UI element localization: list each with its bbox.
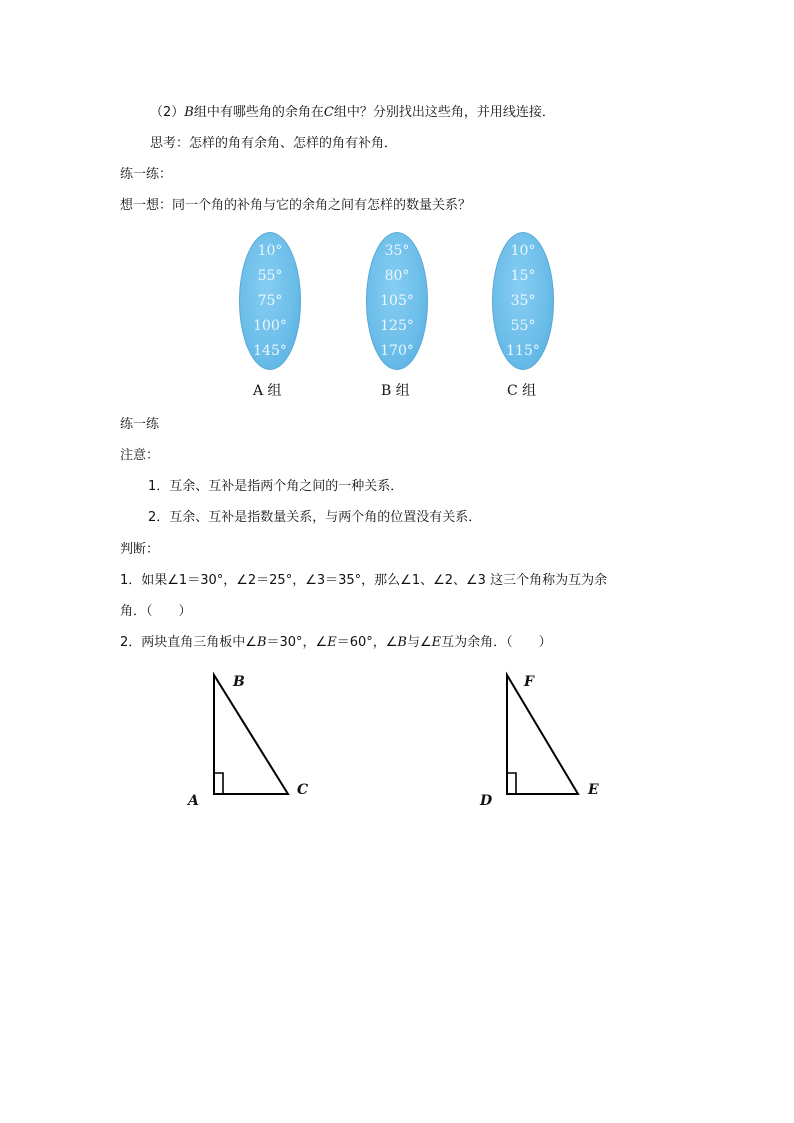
group-b-oval — [366, 232, 430, 370]
practice-heading-1: 练一练： — [120, 167, 173, 182]
oval-value: 35° — [510, 292, 536, 309]
note-1: 1．互余、互补是指两个角之间的一种关系． — [148, 479, 404, 494]
label-e: E — [588, 782, 599, 798]
triangle-def — [505, 673, 585, 797]
think-line: 思考：怎样的角有余角、怎样的角有补角． — [150, 136, 398, 151]
oval-value: 115° — [506, 342, 540, 359]
ponder-line: 想一想：同一个角的补角与它的余角之间有怎样的数量关系？ — [120, 198, 472, 213]
q2-mid1: 组中有哪些角的余角在 — [193, 105, 324, 120]
oval-value: 10° — [510, 242, 536, 259]
label-f: F — [524, 674, 534, 690]
oval-b — [366, 232, 428, 370]
q2-prefix: （2） — [150, 105, 185, 120]
note-2: 2．互余、互补是指数量关系，与两个角的位置没有关系． — [148, 510, 482, 525]
oval-c — [492, 232, 554, 370]
oval-value: 80° — [384, 267, 410, 284]
j2-part: 2．两块直角三角板中∠ — [120, 635, 257, 650]
j2-b2: B — [397, 635, 407, 650]
j2-e: E — [327, 635, 337, 650]
q2-c: C — [323, 105, 334, 120]
practice-heading-2: 练一练 — [120, 417, 160, 432]
right-angle-mark-d — [507, 773, 516, 794]
right-angle-mark-a — [214, 773, 223, 794]
j2-b: B — [256, 635, 267, 650]
judge-1-line-1: 1．如果∠1＝30°，∠2＝25°，∠3＝35°，那么∠1、∠2、∠3 这三个角称为互为余 — [120, 573, 608, 588]
judge-2 — [120, 634, 552, 652]
note-title: 注意： — [120, 448, 160, 463]
judge-1-line-2: 角．（ ） — [120, 604, 192, 619]
group-b-label: B 组 — [381, 383, 410, 399]
group-c-label: C 组 — [507, 383, 537, 399]
judge-title: 判断： — [120, 542, 160, 557]
oval-value: 125° — [380, 317, 414, 334]
oval-value: 100° — [253, 317, 287, 334]
oval-value: 10° — [257, 242, 283, 259]
j2-part: 与∠ — [406, 635, 432, 650]
j2-part: 互为余角．（ ） — [441, 635, 552, 650]
oval-value: 55° — [257, 267, 283, 284]
triangle-abc — [212, 673, 292, 797]
q2-mid2: 组中？分别找出这些角，并用线连接． — [333, 105, 555, 120]
group-a-label: A 组 — [253, 383, 282, 399]
j2-part: ＝60°，∠ — [336, 635, 398, 650]
triangle-abc-outline — [214, 675, 288, 794]
label-d: D — [480, 793, 493, 809]
oval-value: 55° — [510, 317, 536, 334]
oval-value: 105° — [380, 292, 414, 309]
question-2 — [150, 104, 555, 122]
j2-part: ＝30°，∠ — [266, 635, 328, 650]
q2-b: B — [184, 105, 194, 120]
oval-value: 170° — [380, 342, 414, 359]
triangle-def-outline — [507, 675, 578, 794]
label-b: B — [233, 674, 245, 690]
oval-value: 145° — [253, 342, 287, 359]
label-a: A — [188, 793, 199, 809]
oval-value: 15° — [510, 267, 536, 284]
oval-value: 75° — [257, 292, 283, 309]
label-c: C — [297, 782, 309, 798]
oval-value: 35° — [384, 242, 410, 259]
oval-a — [239, 232, 301, 370]
group-c-oval — [492, 232, 556, 370]
group-a-oval — [239, 232, 303, 370]
j2-e2: E — [431, 635, 442, 650]
